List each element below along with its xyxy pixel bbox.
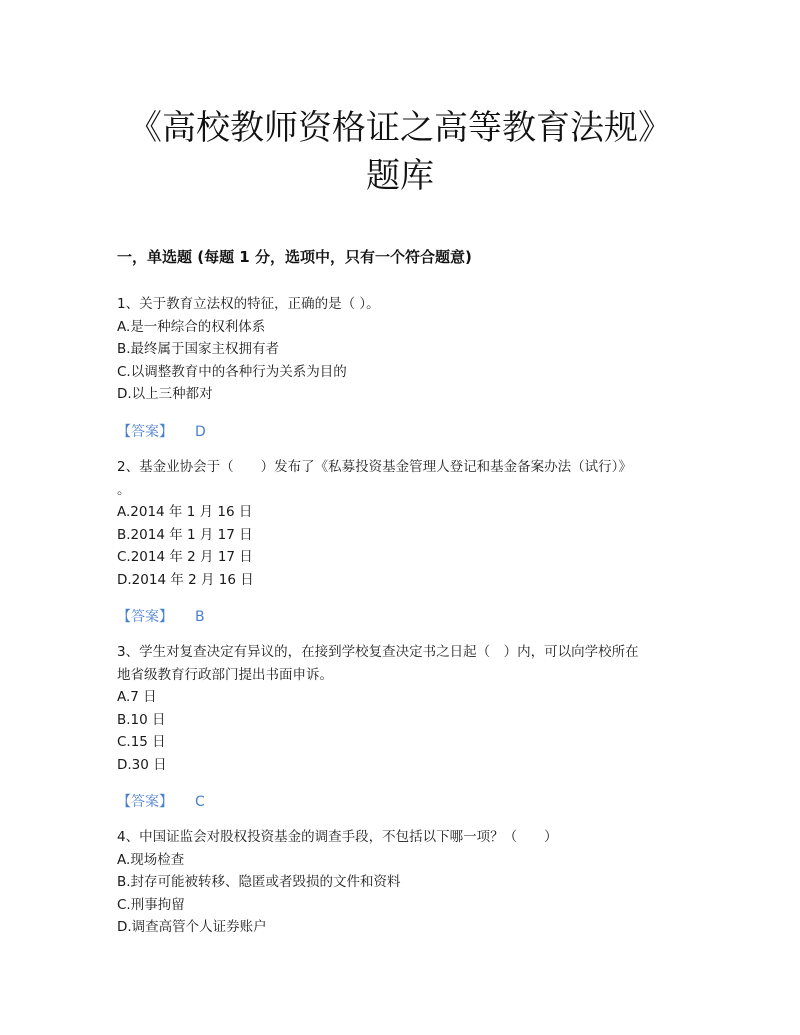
question-stem-line-1: 2、基金业协会于（ ）发布了《私募投资基金管理人登记和基金备案办法（试行）》 <box>117 459 632 475</box>
question-4 <box>117 826 683 939</box>
answer-value: D <box>195 424 206 440</box>
question-stem: 1、关于教育立法权的特征，正确的是（ ）。 <box>117 296 380 312</box>
option-d: D.2014 年 2 月 16 日 <box>117 571 254 588</box>
question-stem-line-2: 。 <box>117 481 131 498</box>
option-b: B.10 日 <box>117 711 166 728</box>
question-1 <box>117 293 683 406</box>
option-b: B.封存可能被转移、隐匿或者毁损的文件和资料 <box>117 874 401 890</box>
title-line-2: 题库 <box>366 156 434 196</box>
option-d: D.以上三种都对 <box>117 386 213 402</box>
option-c: C.刑事拘留 <box>117 896 185 913</box>
option-c: C.2014 年 2 月 17 日 <box>117 549 253 565</box>
option-d: D.调查高管个人证券账户 <box>117 919 267 935</box>
question-stem-line-1: 3、学生对复查决定有异议的，在接到学校复查决定书之日起（ ）内，可以向学校所在 <box>117 644 639 660</box>
option-c: C.15 日 <box>117 734 166 750</box>
section-heading: 一，单选题 (每题 1 分，选项中，只有一个符合题意) <box>117 248 472 266</box>
option-a: A.现场检查 <box>117 851 185 868</box>
option-c: C.以调整教育中的各种行为关系为目的 <box>117 363 347 380</box>
answer-1 <box>117 421 206 441</box>
answer-label: 【答案】 <box>117 424 173 440</box>
answer-3 <box>117 791 205 811</box>
question-stem: 4、中国证监会对股权投资基金的调查手段，不包括以下哪一项？（ ） <box>117 829 558 845</box>
answer-label: 【答案】 <box>117 609 173 625</box>
option-a: A.是一种综合的权利体系 <box>117 318 266 335</box>
question-stem-line-2: 地省级教育行政部门提出书面申诉。 <box>117 666 333 683</box>
question-3 <box>117 641 683 776</box>
option-a: A.2014 年 1 月 16 日 <box>117 504 253 520</box>
option-a: A.7 日 <box>117 689 157 705</box>
answer-2 <box>117 606 205 626</box>
question-2 <box>117 456 683 591</box>
title-line-1: 《高校教师资格证之高等教育法规》 <box>128 108 672 148</box>
document-title <box>0 104 800 200</box>
option-b: B.2014 年 1 月 17 日 <box>117 526 253 543</box>
answer-label: 【答案】 <box>117 794 173 810</box>
answer-value: B <box>195 609 205 625</box>
option-b: B.最终属于国家主权拥有者 <box>117 341 280 357</box>
option-d: D.30 日 <box>117 756 167 773</box>
answer-value: C <box>195 794 205 810</box>
